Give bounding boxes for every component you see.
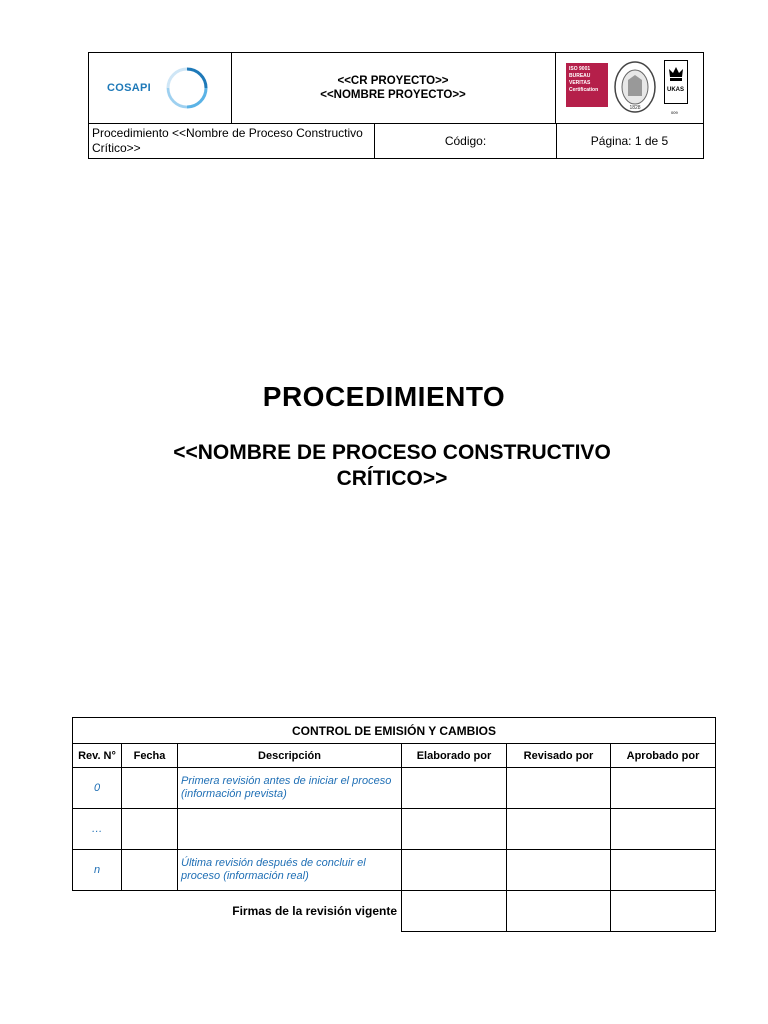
rev-number: 0 — [73, 768, 122, 809]
reviewed-by-cell — [507, 768, 611, 809]
seal-year: 1828 — [629, 105, 641, 111]
reviewed-by-cell — [507, 850, 611, 891]
project-code: <<CR PROYECTO>> — [337, 75, 449, 87]
iso-label: ISO 9001 — [569, 66, 591, 72]
project-name: <<NOMBRE PROYECTO>> — [320, 89, 466, 101]
company-logo — [89, 53, 232, 123]
ukas-badge — [664, 60, 688, 104]
document-header — [88, 52, 704, 159]
certification-logos — [555, 53, 703, 123]
header-top-row — [89, 53, 703, 124]
table-row — [73, 809, 716, 850]
cert-label: Certification — [569, 87, 599, 93]
date-cell — [122, 850, 178, 891]
logo-ring-icon — [165, 66, 209, 110]
prepared-by-cell — [402, 809, 507, 850]
logo-text: COSAPI — [107, 82, 151, 94]
page-number-cell: Página: 1 de 5 — [590, 133, 669, 148]
prepared-by-cell — [402, 850, 507, 891]
procedure-name-cell: Procedimiento <<Nombre de Proceso Constructivo Crítico>> — [89, 123, 375, 158]
description-cell: Primera revisión antes de iniciar el proceso (información prevista) — [178, 768, 402, 809]
project-cell — [231, 53, 556, 123]
rev-number: … — [73, 809, 122, 850]
reviewed-by-cell — [507, 809, 611, 850]
approved-by-cell — [611, 850, 716, 891]
header-bottom-row — [89, 123, 703, 158]
col-prepared-by-header: Elaborado por — [402, 744, 507, 768]
ukas-number: 009 — [671, 110, 678, 115]
col-approved-by-header: Aprobado por — [611, 744, 716, 768]
table-header-row — [73, 744, 716, 768]
prepared-by-signature — [402, 891, 507, 932]
prepared-by-cell — [402, 768, 507, 809]
approved-by-cell — [611, 809, 716, 850]
bureau-veritas-badge — [566, 63, 608, 107]
signatures-row — [73, 891, 716, 932]
table-title-row — [73, 718, 716, 744]
document-subtitle: <<NOMBRE DE PROCESO CONSTRUCTIVO CRÍTICO>> — [173, 441, 611, 490]
ukas-label: UKAS — [667, 87, 685, 93]
bureau-veritas-seal-icon — [611, 58, 659, 118]
table-row — [73, 768, 716, 809]
date-cell — [122, 768, 178, 809]
table-row — [73, 850, 716, 891]
approved-by-signature — [611, 891, 716, 932]
col-date-header: Fecha — [122, 744, 178, 768]
code-cell: Código: — [375, 123, 557, 158]
crown-icon — [665, 63, 687, 85]
rev-number: n — [73, 850, 122, 891]
description-cell — [178, 809, 402, 850]
col-rev-header: Rev. N° — [73, 744, 122, 768]
document-title: PROCEDIMIENTO — [262, 381, 506, 412]
revision-control-table — [72, 717, 716, 932]
table-title: CONTROL DE EMISIÓN Y CAMBIOS — [73, 718, 716, 744]
description-cell: Última revisión después de concluir el proceso (información real) — [178, 850, 402, 891]
signatures-label: Firmas de la revisión vigente — [232, 904, 397, 919]
col-description-header: Descripción — [178, 744, 402, 768]
approved-by-cell — [611, 768, 716, 809]
date-cell — [122, 809, 178, 850]
reviewed-by-signature — [507, 891, 611, 932]
col-reviewed-by-header: Revisado por — [507, 744, 611, 768]
bureau-label: BUREAU VERITAS — [569, 73, 591, 86]
